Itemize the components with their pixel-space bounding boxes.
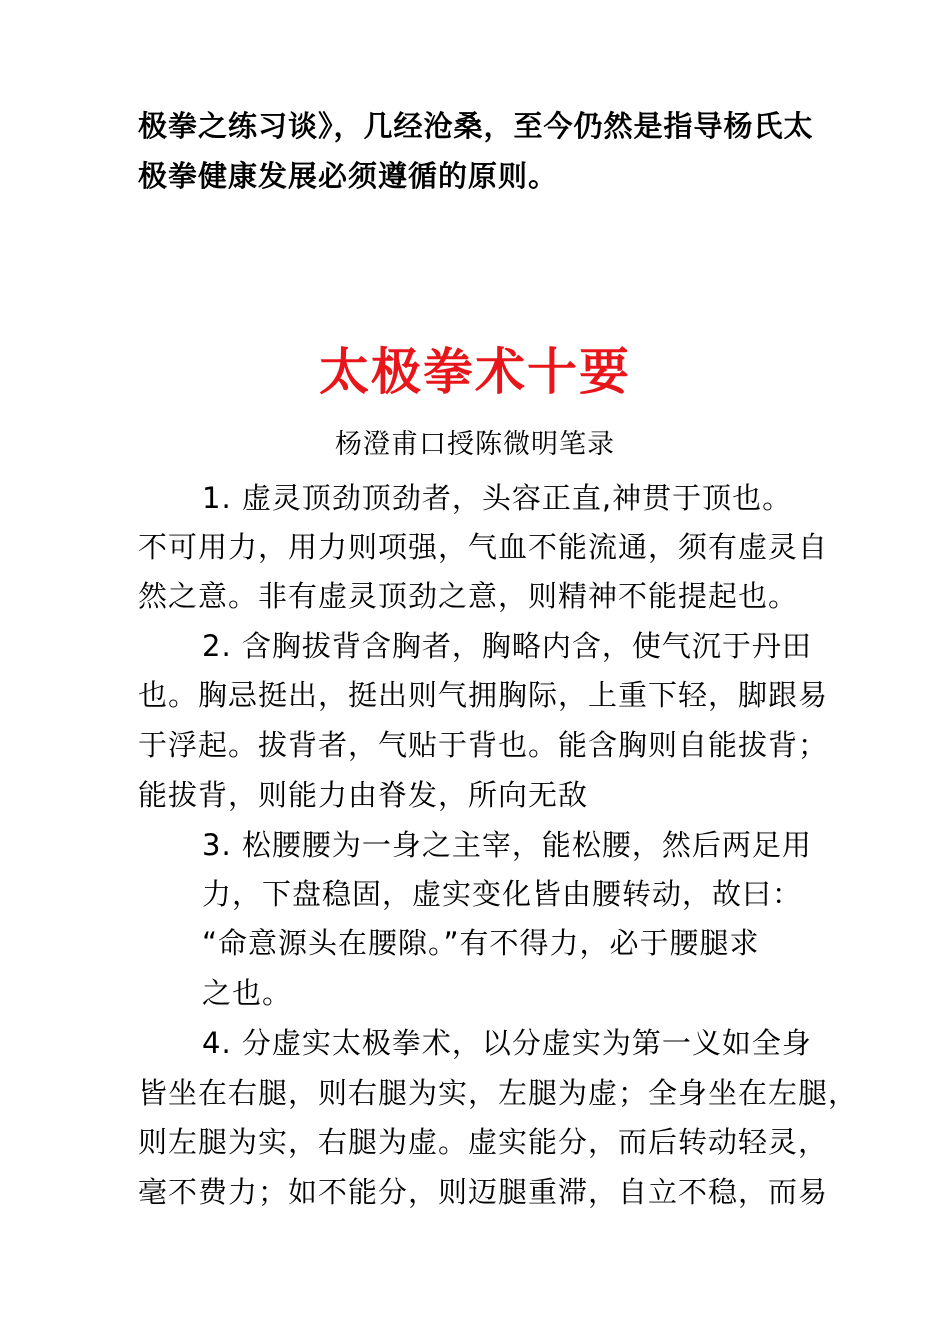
item-2-line-3: 于浮起。拔背者，气贴于背也。能含胸则自能拔背； — [138, 728, 829, 762]
intro-line-2: 极拳健康发展必须遵循的原则。 — [138, 159, 559, 193]
item-4-line-4: 毫不费力；如不能分，则迈腿重滞，自立不稳，而易 — [138, 1175, 829, 1209]
section-title: 太极拳术十要 — [319, 343, 631, 401]
intro-line-1: 极拳之练习谈》，几经沧桑，至今仍然是指导杨氏太 — [138, 109, 814, 143]
item-4-line-2: 皆坐在右腿，则右腿为实，左腿为虚；全身坐在左腿， — [138, 1076, 859, 1110]
item-4-line-3: 则左腿为实，右腿为虚。虚实能分，而后转动轻灵， — [138, 1125, 829, 1159]
item-3-line-2: 力，下盘稳固，虚实变化皆由腰转动，故曰： — [202, 877, 803, 911]
item-3-line-1: 3. 松腰腰为一身之主宰，能松腰，然后两足用 — [202, 828, 812, 862]
item-2-line-4: 能拔背，则能力由脊发，所向无敌 — [138, 778, 589, 812]
item-1-line-3: 然之意。非有虚灵顶劲之意，则精神不能提起也。 — [138, 579, 799, 613]
item-2-line-2: 也。胸忌挺出，挺出则气拥胸际，上重下轻，脚跟易 — [138, 678, 829, 712]
item-2-line-1: 2. 含胸拔背含胸者，胸略内含，使气沉于丹田 — [202, 629, 812, 663]
item-3-line-4: 之也。 — [202, 976, 293, 1010]
section-subtitle: 杨澄甫口授陈微明笔录 — [335, 429, 615, 460]
item-1-line-1: 1. 虚灵顶劲顶劲者，头容正直,神贯于顶也。 — [202, 481, 793, 515]
item-4-line-1: 4. 分虚实太极拳术，以分虚实为第一义如全身 — [202, 1026, 812, 1060]
item-1-line-2: 不可用力，用力则项强，气血不能流通，须有虚灵自 — [138, 530, 829, 564]
item-3-line-3: “命意源头在腰隙。”有不得力，必于腰腿求 — [202, 926, 760, 960]
